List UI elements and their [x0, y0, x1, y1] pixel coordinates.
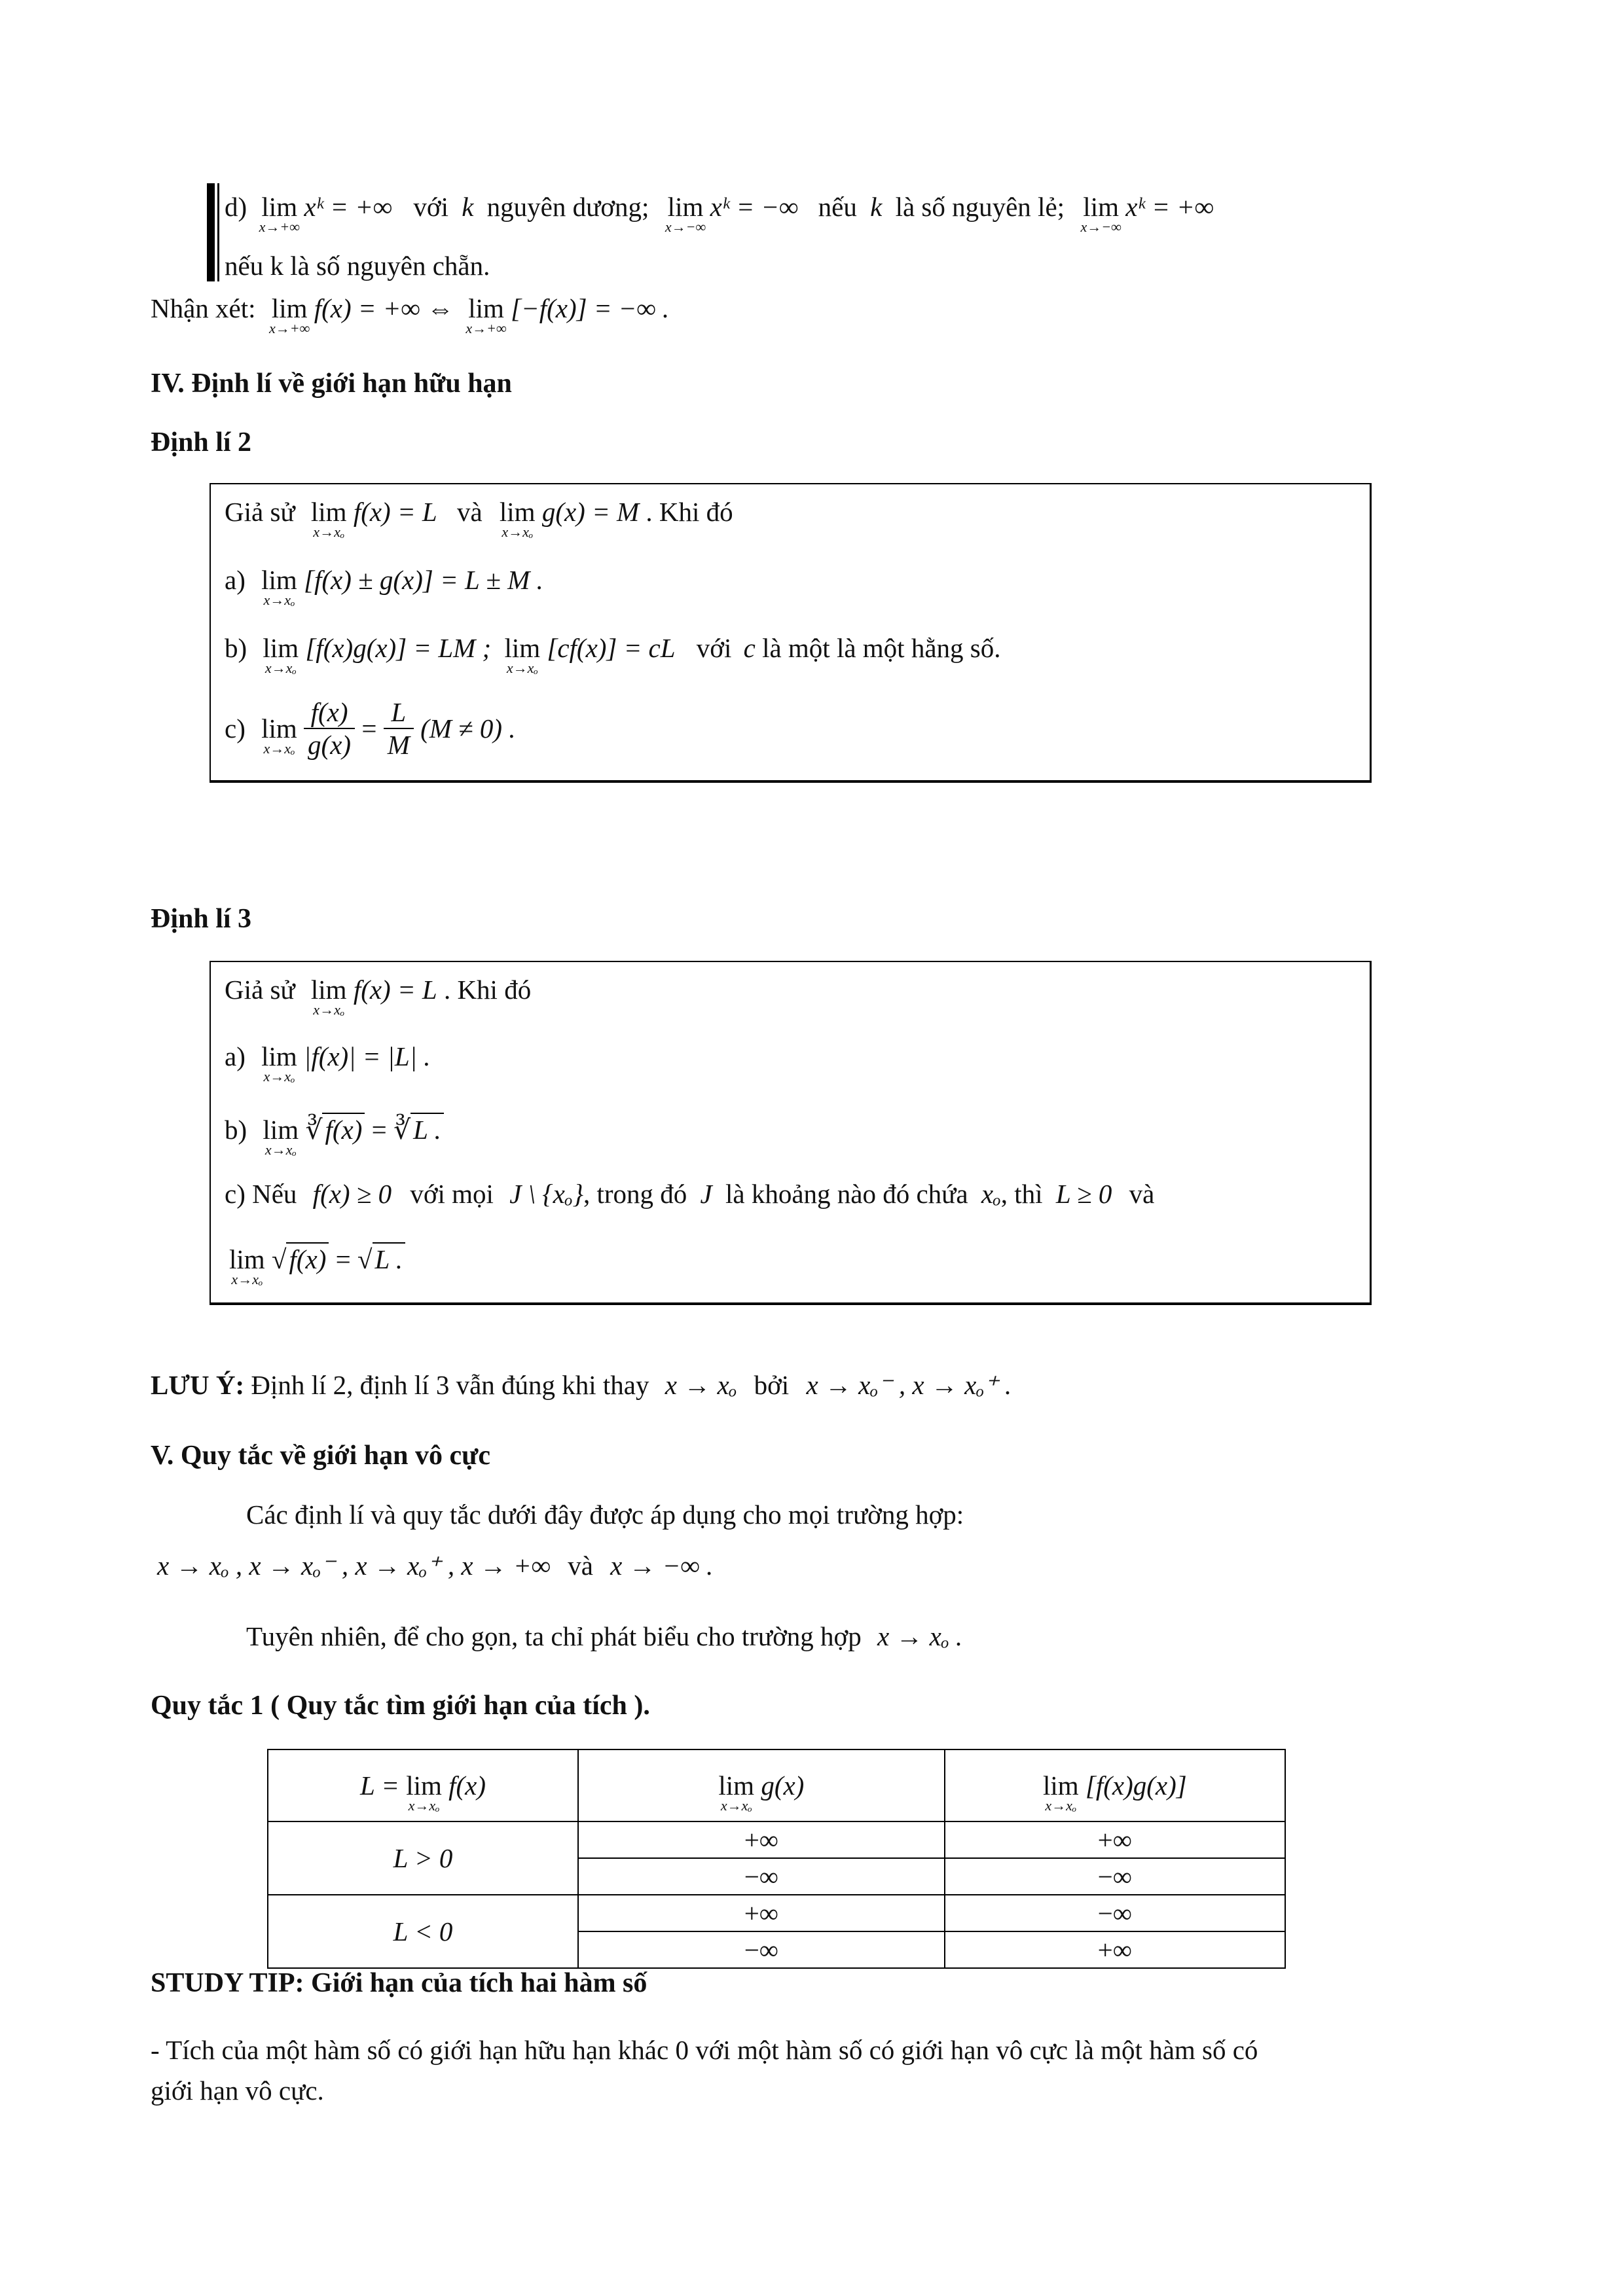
- theorem-2-title: Định lí 2: [151, 427, 252, 457]
- cell-g: −∞: [578, 1858, 945, 1895]
- row-L-positive: L > 0: [268, 1821, 578, 1895]
- study-tip-line1: - Tích của một hàm số có giới hạn hữu hạn khác 0 với một hàm số có giới hạn vô cực là một hàm số có: [151, 2035, 1258, 2065]
- t3-a: a) lim x→xₒ |f(x)| = |L| .: [225, 1041, 431, 1085]
- table-row: [268, 1895, 1285, 1931]
- header-lim-product: lim x→xₒ [f(x)g(x)]: [945, 1749, 1285, 1821]
- section-4-heading: IV. Định lí về giới hạn hữu hạn: [151, 368, 512, 399]
- cell-g: +∞: [578, 1895, 945, 1931]
- left-margin-bar-thin: [217, 183, 219, 281]
- left-margin-bar: [207, 183, 215, 281]
- row-L-negative: L < 0: [268, 1895, 578, 1968]
- t2-b: b) lim x→xₒ [f(x)g(x)] = LM ; lim x→xₒ [cf(x)] = cL với c là một là một hằng số.: [225, 633, 1001, 676]
- cell-g: +∞: [578, 1821, 945, 1858]
- cell-g: −∞: [578, 1931, 945, 1968]
- cell-product: +∞: [945, 1821, 1285, 1858]
- study-tip-title: STUDY TIP: Giới hạn của tích hai hàm số: [151, 1968, 647, 1998]
- cell-product: −∞: [945, 1895, 1285, 1931]
- t3-b: b) lim x→xₒ ∛f(x) = ∛L .: [225, 1113, 444, 1145]
- table-row: [268, 1821, 1285, 1858]
- t3-c-line1: c) Nếu f(x) ≥ 0 với mọi J \ {xₒ}, trong đó J là khoảng nào đó chứa xₒ, thì L ≥ 0 và: [225, 1179, 1155, 1209]
- cell-product: −∞: [945, 1858, 1285, 1895]
- cell-product: +∞: [945, 1931, 1285, 1968]
- rule-1-table: [267, 1749, 1286, 1969]
- item-d-expr1: xᵏ = +∞: [304, 192, 393, 222]
- section-5-para2: Tuyên nhiên, để cho gọn, ta chỉ phát biểu cho trường hợp x → xₒ .: [246, 1621, 963, 1651]
- note-line: LƯU Ý: Định lí 2, định lí 3 vẫn đúng khi thay x → xₒ bởi x → xₒ⁻ , x → xₒ⁺ .: [151, 1370, 1012, 1400]
- remark: Nhận xét: lim x→+∞ f(x) = +∞ ⇔ lim x→+∞ [−f(x)] = −∞ .: [151, 293, 670, 336]
- item-d-line1: d) lim x→+∞ xᵏ = +∞ với k nguyên dương; lim x→−∞ xᵏ = −∞ nếu k là số nguyên lẻ; lim x→−∞ xᵏ = +∞: [225, 192, 1214, 235]
- theorem-3-title: Định lí 3: [151, 904, 252, 934]
- t3-c-line2: lim x→xₒ √f(x) = √L .: [229, 1242, 405, 1275]
- item-d-expr2: xᵏ = −∞: [710, 192, 799, 222]
- table-header-row: [268, 1749, 1285, 1821]
- t3-assume: Giả sử lim x→xₒ f(x) = L . Khi đó: [225, 975, 532, 1018]
- rule-1-title: Quy tắc 1 ( Quy tắc tìm giới hạn của tích ).: [151, 1691, 650, 1721]
- item-d-expr3: xᵏ = +∞: [1125, 192, 1214, 222]
- t2-c: c) lim x→xₒ $\frac{f(x)}{g(x)}$ = $\frac{L}{M}$ (M ≠ 0) .: [225, 697, 516, 760]
- item-d-line2: nếu k là số nguyên chẵn.: [225, 251, 490, 281]
- remark-label: Nhận xét:: [151, 293, 256, 323]
- section-5-para1: Các định lí và quy tắc dưới đây được áp dụng cho mọi trường hợp:: [246, 1499, 964, 1530]
- section-5-heading: V. Quy tắc về giới hạn vô cực: [151, 1441, 491, 1471]
- section-5-cases: x → xₒ , x → xₒ⁻ , x → xₒ⁺ , x → +∞ và x → −∞ .: [157, 1551, 714, 1581]
- note-label: LƯU Ý:: [151, 1370, 245, 1400]
- item-d-label: d): [225, 192, 247, 222]
- study-tip-line2: giới hạn vô cực.: [151, 2075, 324, 2106]
- t2-assume: Giả sử lim x→xₒ f(x) = L và lim x→xₒ g(x) = M . Khi đó: [225, 497, 733, 540]
- t2-a: a) lim x→xₒ [f(x) ± g(x)] = L ± M .: [225, 565, 543, 608]
- header-L: L = lim x→xₒ f(x): [268, 1749, 578, 1821]
- header-lim-g: lim x→xₒ g(x): [578, 1749, 945, 1821]
